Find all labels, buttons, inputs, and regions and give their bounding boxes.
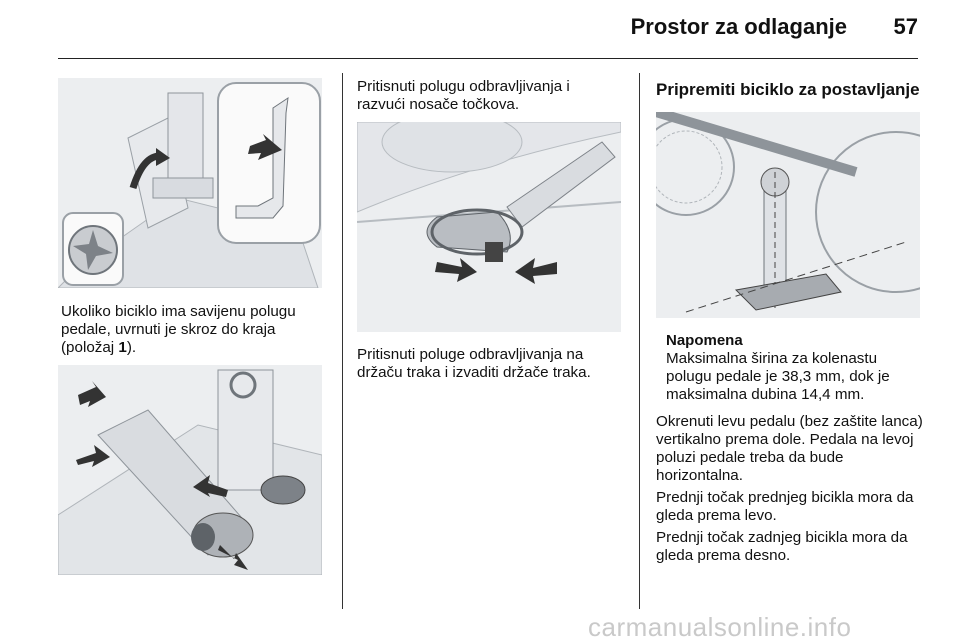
note-title: Napomena [666, 332, 743, 349]
column-divider-right [639, 73, 640, 609]
paragraph-left-pedal: Okrenuti levu pedalu (bez zaštite lanca) vertikalno prema dole. Pedala na levoj poluzi pedale treba da bude horizontalna. [656, 413, 923, 484]
carrier-unlock-illustration [58, 365, 322, 575]
caption-pedal-twist [61, 303, 326, 357]
paragraph-front-bike: Prednji točak prednjeg bicikla mora da gleda prema levo. [656, 489, 914, 524]
page-header-title: Prostor za odlaganje [630, 14, 847, 39]
caption-pedal-twist-end: ). [126, 339, 137, 356]
column-divider-left [342, 73, 343, 609]
note-text: Maksimalna širina za kolenastu polugu pedale je 38,3 mm, dok je maksimalna dubina 14,4 mm. [666, 350, 890, 403]
wheel-holder-extend-illustration [357, 122, 621, 332]
header-divider [58, 58, 918, 59]
caption-unlock-lever: Pritisnuti polugu odbravljivanja i razvući nosače točkova. [357, 78, 570, 113]
caption-pedal-twist-text: Ukoliko biciklo ima savijenu polugu pedale, uvrnuti je skroz do kraja (položaj [61, 303, 296, 356]
caption-strap-holder: Pritisnuti poluge odbravljivanja na držaču traka i izvaditi držače traka. [357, 346, 591, 381]
bike-pedal-position-illustration [656, 112, 920, 318]
note-box [666, 332, 926, 404]
pedal-folding-illustration [58, 78, 322, 288]
page-number: 57 [893, 14, 918, 39]
watermark: carmanualsonline.info [588, 612, 852, 642]
paragraph-rear-bike: Prednji točak zadnjeg bicikla mora da gleda prema desno. [656, 529, 908, 564]
position-number: 1 [118, 339, 127, 356]
section-heading: Pripremiti biciklo za postavljanje [656, 80, 920, 99]
